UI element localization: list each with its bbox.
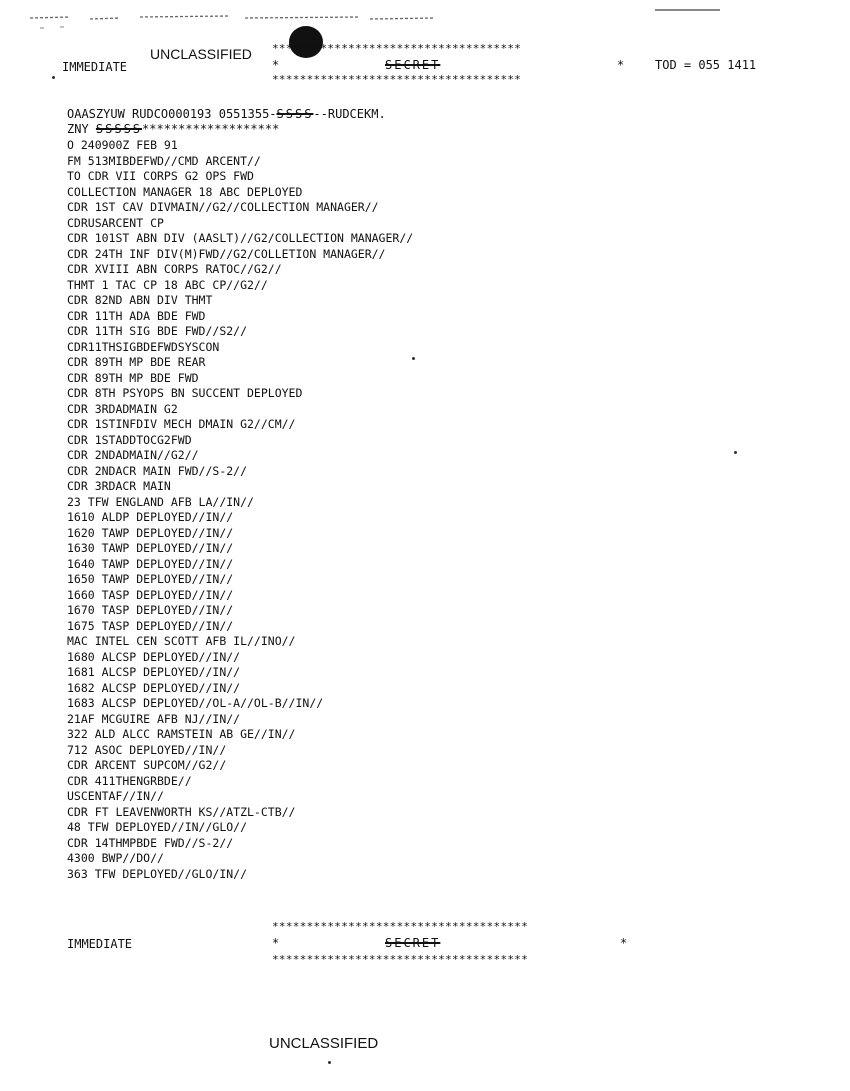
message-line: CDR 8TH PSYOPS BN SUCCENT DEPLOYED bbox=[67, 386, 303, 400]
message-line: CDR 11TH SIG BDE FWD//S2// bbox=[67, 324, 248, 338]
scan-dash bbox=[655, 9, 720, 14]
message-line: 363 TFW DEPLOYED//GLO/IN// bbox=[67, 866, 248, 881]
message-line: 712 ASOC DEPLOYED//IN// bbox=[67, 742, 227, 757]
classification-stamp-bottom: UNCLASSIFIED bbox=[269, 1035, 379, 1052]
message-line: 1681 ALCSP DEPLOYED//IN// bbox=[67, 665, 241, 679]
message-line: 4300 BWP//DO// bbox=[67, 851, 164, 865]
tod-stamp: TOD = 055 1411 bbox=[655, 58, 757, 72]
message-line: 1640 TAWP DEPLOYED//IN// bbox=[67, 556, 234, 571]
routing-struck: SSSS bbox=[276, 107, 314, 121]
message-line: CDR 24TH INF DIV(M)FWD//G2/COLLETION MANAGER// bbox=[67, 246, 386, 261]
classification-stamp-top: UNCLASSIFIED bbox=[150, 46, 252, 62]
message-line: THMT 1 TAC CP 18 ABC CP//G2// bbox=[67, 277, 268, 292]
scan-speck bbox=[52, 76, 55, 79]
routing-text: OAASZYUW RUDCO000193 0551355- bbox=[67, 107, 277, 121]
message-line: CDR 2NDACR MAIN FWD//S-2// bbox=[67, 463, 248, 478]
message-line: CDR 2NDADMAIN//G2// bbox=[67, 448, 199, 462]
message-line: 48 TFW DEPLOYED//IN//GLO// bbox=[67, 820, 248, 834]
message-line: 1610 ALDP DEPLOYED//IN// bbox=[67, 510, 234, 524]
message-line: 1680 ALCSP DEPLOYED//IN// bbox=[67, 649, 241, 664]
message-line: O 240900Z FEB 91 bbox=[67, 138, 178, 152]
banner-asterisk-right: * bbox=[617, 58, 625, 72]
message-line: 1682 ALCSP DEPLOYED//IN// bbox=[67, 680, 241, 695]
message-line: 1630 TAWP DEPLOYED//IN// bbox=[67, 541, 234, 555]
scan-noise bbox=[30, 8, 470, 32]
message-line: CDR 411THENGRBDE// bbox=[67, 773, 192, 788]
scan-speck bbox=[734, 451, 737, 454]
message-line: CDR 3RDADMAIN G2 bbox=[67, 401, 178, 416]
message-line: 1620 TAWP DEPLOYED//IN// bbox=[67, 525, 234, 540]
zny-stars: ******************* bbox=[142, 122, 280, 136]
message-body bbox=[67, 138, 413, 882]
message-line: COLLECTION MANAGER 18 ABC DEPLOYED bbox=[67, 184, 303, 199]
scan-speck bbox=[412, 357, 415, 360]
message-line: CDR FT LEAVENWORTH KS//ATZL-CTB// bbox=[67, 804, 296, 819]
message-line: CDR 101ST ABN DIV (AASLT)//G2/COLLECTION MANAGER// bbox=[67, 231, 414, 245]
message-line: 1675 TASP DEPLOYED//IN// bbox=[67, 618, 234, 633]
message-line: USCENTAF//IN// bbox=[67, 789, 164, 803]
message-line: CDR 1STADDTOCG2FWD bbox=[67, 432, 192, 447]
message-line: CDR11THSIGBDEFWDSYSCON bbox=[67, 339, 220, 354]
message-line: 1660 TASP DEPLOYED//IN// bbox=[67, 587, 234, 602]
routing-tail: --RUDCEKM. bbox=[313, 107, 386, 121]
message-line: CDR 89TH MP BDE REAR bbox=[67, 355, 206, 369]
message-line: CDR 82ND ABN DIV THMT bbox=[67, 293, 213, 307]
banner-stars-bottom-2: ************************************* bbox=[272, 953, 529, 966]
classification-struck-top: SECRET bbox=[385, 58, 441, 72]
classification-struck-bottom: SECRET bbox=[385, 936, 441, 950]
message-line: TO CDR VII CORPS G2 OPS FWD bbox=[67, 169, 254, 183]
message-line: 23 TFW ENGLAND AFB LA//IN// bbox=[67, 494, 254, 509]
zny-prefix: ZNY bbox=[67, 122, 96, 136]
scan-speck bbox=[328, 1061, 331, 1064]
message-line: CDR 11TH ADA BDE FWD bbox=[67, 308, 206, 323]
message-line: CDR 1ST CAV DIVMAIN//G2//COLLECTION MANAGER// bbox=[67, 200, 379, 214]
banner-asterisk-left-bottom: * bbox=[272, 936, 280, 950]
message-line: CDR 3RDACR MAIN bbox=[67, 479, 171, 493]
precedence-bottom: IMMEDIATE bbox=[67, 937, 133, 951]
message-line: CDR XVIII ABN CORPS RATOC//G2// bbox=[67, 262, 282, 276]
banner-stars-bottom-1: ************************************* bbox=[272, 920, 529, 933]
message-line: 1650 TAWP DEPLOYED//IN// bbox=[67, 572, 234, 586]
message-line: 1670 TASP DEPLOYED//IN// bbox=[67, 603, 234, 617]
message-line: CDR ARCENT SUPCOM//G2// bbox=[67, 758, 227, 772]
banner-asterisk-right-bottom: * bbox=[620, 936, 628, 950]
message-line: FM 513MIBDEFWD//CMD ARCENT// bbox=[67, 153, 261, 168]
message-line: 21AF MCGUIRE AFB NJ//IN// bbox=[67, 711, 241, 726]
message-line: CDR 14THMPBDE FWD//S-2// bbox=[67, 835, 234, 850]
routing-line bbox=[67, 107, 386, 122]
message-line: 1683 ALCSP DEPLOYED//OL-A//OL-B//IN// bbox=[67, 696, 324, 710]
zny-line bbox=[67, 122, 279, 137]
zny-struck: SSSSS bbox=[95, 122, 143, 136]
message-line: CDR 89TH MP BDE FWD bbox=[67, 370, 199, 385]
message-line: CDR 1STINFDIV MECH DMAIN G2//CM// bbox=[67, 417, 296, 431]
message-line: CDRUSARCENT CP bbox=[67, 215, 164, 230]
banner-stars-top-1: ************************************ bbox=[272, 42, 522, 55]
banner-asterisk-left: * bbox=[272, 58, 280, 72]
precedence-top: IMMEDIATE bbox=[62, 60, 128, 74]
message-line: MAC INTEL CEN SCOTT AFB IL//INO// bbox=[67, 634, 296, 648]
banner-stars-top-2: ************************************ bbox=[272, 73, 522, 86]
message-line: 322 ALD ALCC RAMSTEIN AB GE//IN// bbox=[67, 727, 296, 741]
